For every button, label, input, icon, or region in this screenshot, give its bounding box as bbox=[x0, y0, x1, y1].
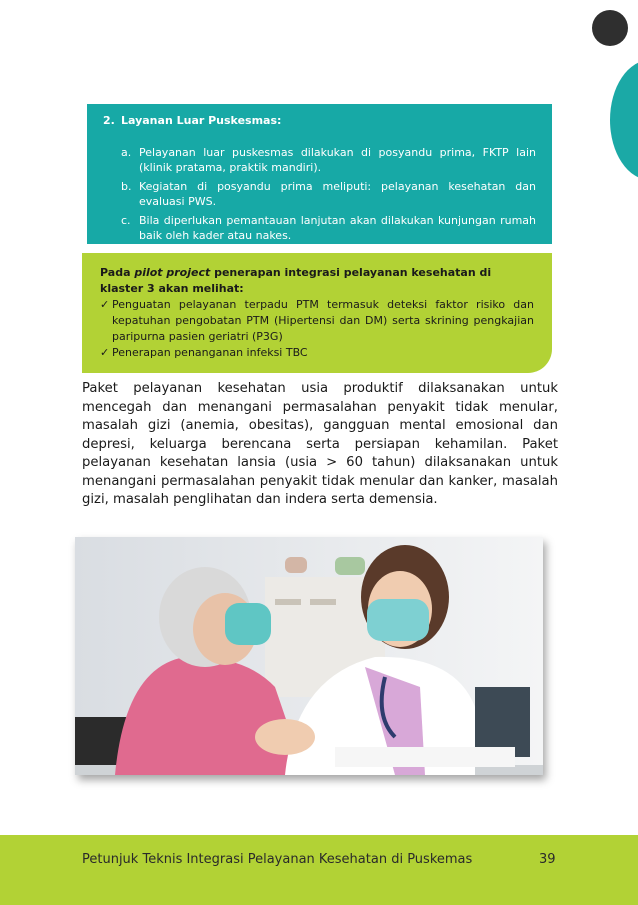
list-item bbox=[99, 213, 540, 243]
photo-illustration bbox=[75, 537, 543, 775]
check-icon: ✓ bbox=[100, 346, 110, 359]
section-number: 2. bbox=[103, 114, 115, 127]
pilot-project-box bbox=[82, 253, 552, 373]
footer-title: Petunjuk Teknis Integrasi Pelayanan Kesehatan di Puskemas bbox=[82, 852, 473, 867]
body-paragraph: Paket pelayanan kesehatan usia produktif dilaksanakan untuk mencegah dan menangani permasalahan penyakit tidak menular, masalah gizi (anemia, obesitas), gangguan mental emosional dan depresi, keluarga berencana serta persiapan kehamilan. Paket pelayanan kesehatan lansia (usia > 60 tahun) dilaksanakan untuk menangani permasalahan penyakit tidak menular dan kanker, masalah gizi, masalah penglihatan dan indera serta demensia. bbox=[82, 381, 558, 507]
section-layanan-luar bbox=[87, 104, 552, 244]
checklist-item bbox=[100, 297, 534, 345]
check-icon: ✓ bbox=[100, 298, 110, 311]
decorative-dot bbox=[592, 10, 628, 46]
checklist-item bbox=[100, 345, 534, 361]
list-text: Bila diperlukan pemantauan lanjutan akan dilakukan kunjungan rumah baik oleh kader atau nakes. bbox=[139, 214, 536, 242]
pilot-project-title: Pada pilot project penerapan integrasi pelayanan kesehatan di klaster 3 akan melihat: bbox=[100, 266, 492, 295]
list-text: Pelayanan luar puskesmas dilakukan di posyandu prima, FKTP lain (klinik pratama, praktik mandiri). bbox=[139, 146, 536, 174]
list-marker: b. bbox=[121, 180, 132, 193]
list-marker: a. bbox=[121, 146, 132, 159]
section-title: Layanan Luar Puskesmas: bbox=[121, 114, 282, 127]
list-item bbox=[99, 145, 540, 175]
decorative-arc bbox=[610, 60, 638, 180]
page-footer bbox=[0, 835, 638, 905]
list-item bbox=[99, 179, 540, 209]
checklist-text: Penerapan penanganan infeksi TBC bbox=[112, 346, 308, 359]
section-list bbox=[99, 145, 540, 243]
list-marker: c. bbox=[121, 214, 131, 227]
list-text: Kegiatan di posyandu prima meliputi: pelayanan kesehatan dan evaluasi PWS. bbox=[139, 180, 536, 208]
page-number: 39 bbox=[539, 852, 556, 867]
checklist-text: Penguatan pelayanan terpadu PTM termasuk deteksi faktor risiko dan kepatuhan pengobatan PTM (Hipertensi dan DM) serta skrining pengkajian paripurna pasien geriatri (P3G) bbox=[112, 298, 534, 343]
section-heading bbox=[103, 114, 540, 127]
doctor-patient-photo bbox=[75, 537, 543, 775]
